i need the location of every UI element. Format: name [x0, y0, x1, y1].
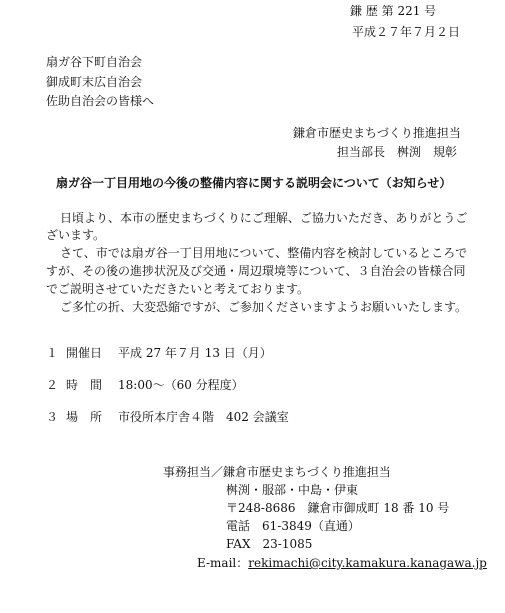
- contact-email-link[interactable]: rekimachi@city.kamakura.kanagawa.jp: [248, 556, 487, 570]
- recipient-2: 御成町末広自治会: [46, 75, 143, 89]
- sender-person: 担当部長 桝渕 規彰: [337, 145, 458, 159]
- item-label: 時 間: [66, 378, 103, 392]
- contact-fax: FAX 23-1085: [226, 537, 313, 551]
- item-label: 場 所: [66, 410, 103, 424]
- sender-department: 鎌倉市歴史まちづくり推進担当: [293, 126, 461, 140]
- contact-email-label: E-mail：: [197, 556, 249, 570]
- item-number: ３: [46, 410, 59, 424]
- body-line-3: さて、市では扇ガ谷一丁目用地について、整備内容を検討しているところで: [60, 246, 468, 260]
- body-line-4: すが、その後の進捗状況及び交通・周辺環境等について、３自治会の皆様合同: [46, 264, 466, 278]
- document-title: 扇ガ谷一丁目用地の今後の整備内容に関する説明会について（お知らせ）: [56, 176, 452, 190]
- body-line-2: ざいます。: [46, 228, 106, 242]
- body-line-6: ご多忙の折、大変恐縮ですが、ご参加くださいますようお願いいたします。: [60, 300, 468, 314]
- body-line-1: 日頃より、本市の歴史まちづくりにご理解、ご協力いただき、ありがとうご: [60, 211, 468, 225]
- item-value: 平成 27 年７月 13 日（月）: [118, 346, 272, 360]
- item-number: １: [46, 346, 59, 360]
- contact-office: 事務担当／鎌倉市歴史まちづくり推進担当: [163, 465, 391, 479]
- contact-email-row: [197, 556, 487, 570]
- item-number: ２: [46, 378, 59, 392]
- document-date: 平成２７年７月２日: [352, 25, 461, 39]
- recipient-1: 扇ガ谷下町自治会: [46, 55, 143, 69]
- contact-phone: 電話 61-3849（直通）: [226, 519, 360, 533]
- recipient-3: 佐助自治会の皆様へ: [46, 94, 155, 108]
- item-value: 市役所本庁舎４階 402 会議室: [118, 410, 289, 424]
- contact-address: 〒248-8686 鎌倉市御成町 18 番 10 号: [226, 501, 450, 515]
- item-label: 開催日: [66, 346, 103, 360]
- item-value: 18:00～（60 分程度）: [118, 378, 244, 392]
- document-number: 鎌 歴 第 221 号: [350, 4, 437, 18]
- contact-staff: 桝渕・服部・中島・伊東: [226, 483, 359, 497]
- body-line-5: でご説明させていただきたいと考えております。: [46, 282, 310, 296]
